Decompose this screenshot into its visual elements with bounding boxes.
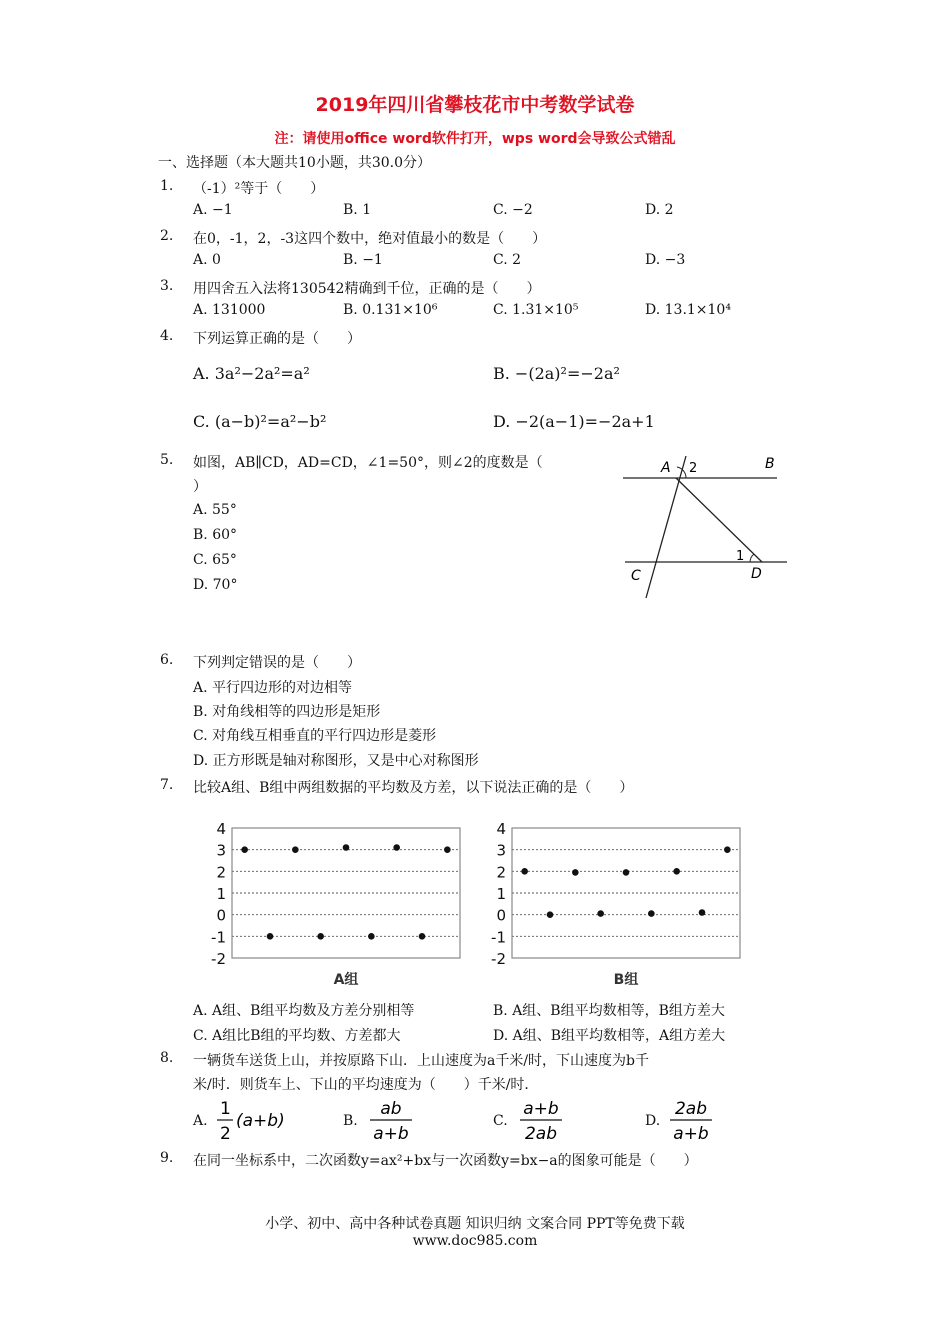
q5-option-a: A. 55° <box>193 502 237 518</box>
q5-number: 5. <box>160 452 174 468</box>
q2-option-a: A. 0 <box>193 252 221 268</box>
y-tick-label: 0 <box>216 906 226 925</box>
footer-line2: www.doc985.com <box>412 1233 538 1249</box>
q4-stem: 下列运算正确的是（ ） <box>193 331 361 347</box>
label-c: C <box>631 568 641 584</box>
data-point <box>393 844 400 851</box>
footer-line1: 小学、初中、高中各种试卷真题 知识归纳 文案合同 PPT等免费下载 <box>265 1216 685 1232</box>
q7-option-b: B. A组、B组平均数相等，B组方差大 <box>493 1003 725 1019</box>
q8-option-a-label: A. <box>193 1113 208 1129</box>
data-point <box>241 846 248 853</box>
formula-d-num: 2ab <box>674 1099 708 1119</box>
q6-option-c: C. 对角线互相垂直的平行四边形是菱形 <box>193 728 437 744</box>
formula-d-den: a+b <box>673 1124 709 1144</box>
formula-c-num: a+b <box>523 1099 559 1119</box>
q7-option-a: A. A组、B组平均数及方差分别相等 <box>193 1003 415 1019</box>
q3-option-b: B. 0.131×10⁶ <box>343 302 438 318</box>
formula-c-den: 2ab <box>524 1124 558 1144</box>
data-point <box>317 933 324 940</box>
formula-a-den: 2 <box>220 1124 231 1144</box>
label-d: D <box>751 566 762 582</box>
q8-formula-c <box>516 1096 566 1144</box>
q2-option-c: C. 2 <box>493 252 522 268</box>
formula-b-den: a+b <box>373 1124 409 1144</box>
q1-option-b: B. 1 <box>343 202 372 218</box>
chart-group-b <box>470 818 760 993</box>
y-tick-label: -1 <box>211 928 226 947</box>
q8-formula-a <box>212 1096 292 1144</box>
data-point <box>724 846 731 853</box>
y-tick-label: -2 <box>211 950 226 968</box>
data-point <box>267 933 274 940</box>
data-point <box>292 846 299 853</box>
y-tick-label: 4 <box>496 820 506 838</box>
q5-stem-line2: ） <box>193 479 207 495</box>
data-point <box>648 910 655 917</box>
q7-stem: 比较A组、B组中两组数据的平均数及方差，以下说法正确的是（ ） <box>193 780 634 796</box>
q2-option-b: B. −1 <box>343 252 383 268</box>
q4-option-a: A. 3a²−2a²=a² <box>193 364 310 383</box>
page-title: 2019年四川省攀枝花市中考数学试卷 <box>315 94 635 116</box>
formula-b-num: ab <box>380 1099 402 1119</box>
label-angle1: 1 <box>736 549 745 564</box>
q8-option-b-label: B. <box>343 1113 358 1129</box>
y-tick-label: 0 <box>496 906 506 925</box>
q6-stem: 下列判定错误的是（ ） <box>193 655 361 671</box>
q9-number: 9. <box>160 1150 174 1166</box>
q4-option-b: B. −(2a)²=−2a² <box>493 364 620 383</box>
q8-option-c-label: C. <box>493 1113 508 1129</box>
q7-option-d: D. A组、B组平均数相等，A组方差大 <box>493 1028 726 1044</box>
formula-a-tail: (a+b) <box>236 1111 285 1131</box>
q6-number: 6. <box>160 652 174 668</box>
data-point <box>444 846 451 853</box>
q3-option-c: C. 1.31×10⁵ <box>493 302 579 318</box>
y-tick-label: 4 <box>216 820 226 838</box>
q3-option-a: A. 131000 <box>193 302 266 318</box>
data-point <box>673 868 680 875</box>
x-axis-label: A组 <box>333 972 359 988</box>
y-tick-label: 3 <box>216 841 226 860</box>
angle1-arc <box>750 554 754 562</box>
format-note: 注：请使用office word软件打开，wps word会导致公式错乱 <box>274 131 676 147</box>
q2-number: 2. <box>160 228 174 244</box>
q1-option-c: C. −2 <box>493 202 533 218</box>
y-tick-label: 2 <box>496 863 506 882</box>
q5-stem-line1: 如图，AB∥CD，AD=CD，∠1=50°，则∠2的度数是（ <box>193 455 543 471</box>
x-axis-label: B组 <box>613 972 639 988</box>
data-point <box>699 909 706 916</box>
data-point <box>343 844 350 851</box>
q9-stem: 在同一坐标系中，二次函数y=ax²+bx与一次函数y=bx−a的图象可能是（ ） <box>193 1153 698 1169</box>
label-b: B <box>765 456 775 472</box>
q5-option-b: B. 60° <box>193 527 238 543</box>
q4-number: 4. <box>160 328 174 344</box>
q5-option-d: D. 70° <box>193 577 238 593</box>
label-a: A <box>661 460 671 476</box>
data-point <box>572 869 579 876</box>
data-point <box>547 911 554 918</box>
q8-formula-b <box>366 1096 416 1144</box>
q8-option-d-label: D. <box>645 1113 661 1129</box>
y-tick-label: -1 <box>491 928 506 947</box>
q3-number: 3. <box>160 278 174 294</box>
q6-option-a: A. 平行四边形的对边相等 <box>193 680 353 696</box>
q8-stem-line2: 米/时．则货车上、下山的平均速度为（ ）千米/时． <box>193 1077 539 1093</box>
data-point <box>597 910 604 917</box>
q2-option-d: D. −3 <box>645 252 686 268</box>
line-ad <box>676 478 762 562</box>
y-tick-label: -2 <box>491 950 506 968</box>
q4-option-d: D. −2(a−1)=−2a+1 <box>493 412 655 431</box>
q3-stem: 用四舍五入法将130542精确到千位，正确的是（ ） <box>193 281 541 297</box>
q8-stem-line1: 一辆货车送货上山，并按原路下山．上山速度为a千米/时，下山速度为b千 <box>193 1053 650 1069</box>
line-ac <box>646 456 686 598</box>
q5-geometry-figure <box>615 448 795 603</box>
q8-formula-d <box>666 1096 716 1144</box>
q7-number: 7. <box>160 777 174 793</box>
y-tick-label: 3 <box>496 841 506 860</box>
q4-option-c: C. (a−b)²=a²−b² <box>193 412 327 431</box>
data-point <box>368 933 375 940</box>
q1-stem: （-1）²等于（ ） <box>193 181 325 197</box>
q5-option-c: C. 65° <box>193 552 237 568</box>
label-angle2: 2 <box>689 461 698 476</box>
y-tick-label: 1 <box>216 885 226 903</box>
data-point <box>623 869 630 876</box>
q1-option-d: D. 2 <box>645 202 674 218</box>
y-tick-label: 2 <box>216 863 226 882</box>
q6-option-d: D. 正方形既是轴对称图形，又是中心对称图形 <box>193 753 479 769</box>
q1-option-a: A. −1 <box>193 202 233 218</box>
section-heading: 一、选择题（本大题共10小题，共30.0分） <box>158 155 431 171</box>
chart-group-a <box>190 818 480 993</box>
q3-option-d: D. 13.1×10⁴ <box>645 302 731 318</box>
data-point <box>521 868 528 875</box>
q8-number: 8. <box>160 1050 174 1066</box>
y-tick-label: 1 <box>496 885 506 903</box>
q1-number: 1. <box>160 178 174 194</box>
q7-option-c: C. A组比B组的平均数、方差都大 <box>193 1028 401 1044</box>
q2-stem: 在0，-1，2，-3这四个数中，绝对值最小的数是（ ） <box>193 231 547 247</box>
formula-a-num: 1 <box>220 1099 231 1119</box>
data-point <box>419 933 426 940</box>
q6-option-b: B. 对角线相等的四边形是矩形 <box>193 704 381 720</box>
